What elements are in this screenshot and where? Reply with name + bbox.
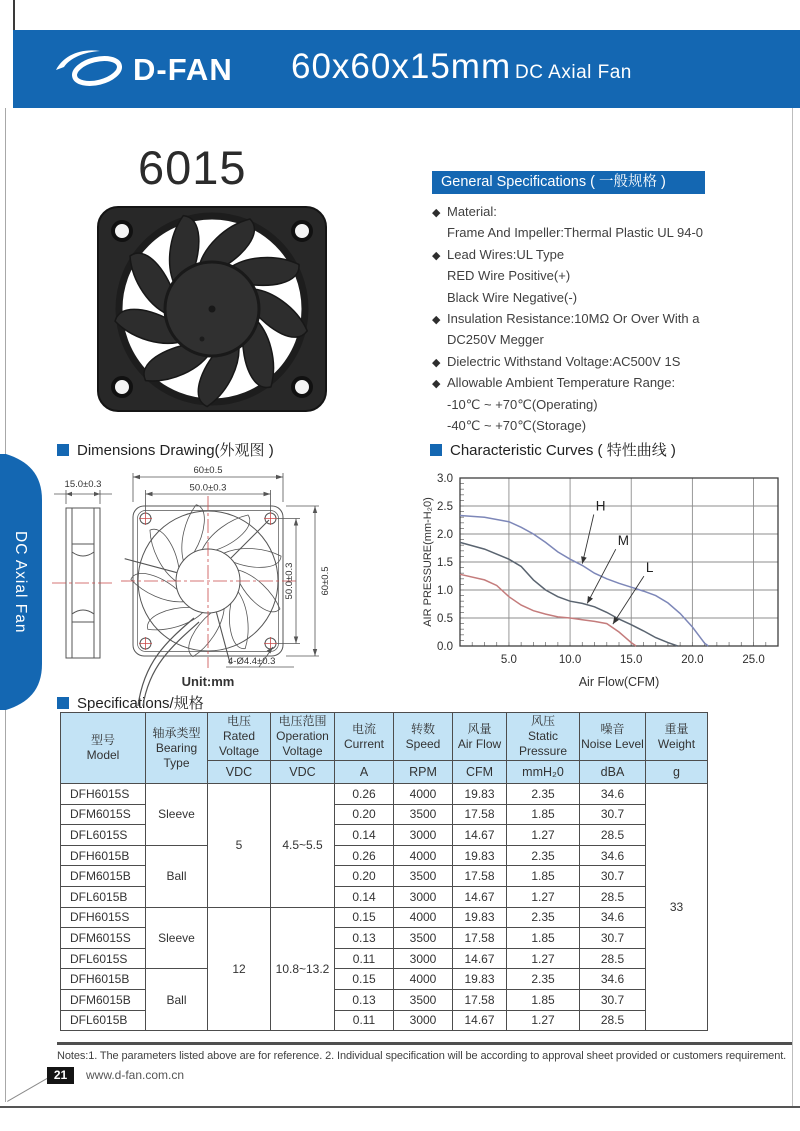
spec-line: ◆ Insulation Resistance:10MΩ Or Over With a <box>432 309 772 330</box>
unit-weight: g <box>646 761 708 784</box>
footer-leader-line <box>7 1078 48 1102</box>
unit-speed: RPM <box>394 761 453 784</box>
spec-line: DC250V Megger <box>447 332 544 348</box>
table-row: DFH6015B Ball 0.15 4000 19.83 2.35 34.6 <box>61 969 708 990</box>
table-row: DFL6015S 0.14 3000 14.67 1.27 28.5 <box>61 825 708 846</box>
col-weight: 重量 Weight <box>646 713 708 761</box>
table-row: DFH6015S Sleeve 5 4.5~5.5 0.26 4000 19.83 2.35 34.6 33 <box>61 784 708 805</box>
table-row: DFM6015B 0.20 3500 17.58 1.85 30.7 <box>61 866 708 887</box>
diamond-bullet-icon: ◆ <box>432 356 441 369</box>
table-row: DFL6015B 0.14 3000 14.67 1.27 28.5 <box>61 886 708 907</box>
col-bearing: 轴承类型 Bearing Type <box>146 713 208 784</box>
general-specs-list <box>432 202 772 437</box>
col-airflow: 风量 Air Flow <box>453 713 507 761</box>
curve-label-H: H <box>595 498 606 514</box>
page-title: 60x60x15mm <box>291 47 512 86</box>
svg-text:5.0: 5.0 <box>500 654 517 666</box>
notes: Notes:1. The parameters listed above are for reference. 2. Individual specification will be according to approval sheet provided or customers requirement. <box>57 1050 787 1062</box>
header-bar <box>13 30 800 108</box>
spec-line: Black Wire Negative(-) <box>447 289 578 305</box>
drawing-blades <box>125 504 283 665</box>
svg-text:15.0: 15.0 <box>620 654 643 666</box>
brand-swoosh-icon <box>53 46 129 92</box>
unit-noise: dBA <box>580 761 646 784</box>
spec-line: ◆ Dielectric Withstand Voltage:AC500V 1S <box>432 352 772 373</box>
unit-pressure: mmH₂0 <box>507 761 580 784</box>
unit-operation-voltage: VDC <box>271 761 335 784</box>
spec-table-section-title: Specifications/规格 <box>57 692 204 713</box>
unit-current: A <box>335 761 394 784</box>
svg-text:0.5: 0.5 <box>437 613 453 625</box>
curves-section-title: Characteristic Curves ( 特性曲线 ) <box>430 439 676 460</box>
col-speed: 转数 Speed <box>394 713 453 761</box>
curve-label-M: M <box>617 533 630 549</box>
dim-thickness: 15.0±0.3 <box>64 479 102 490</box>
blue-square-icon <box>57 444 69 456</box>
unit-rated-voltage: VDC <box>208 761 271 784</box>
brand-name: D-FAN <box>133 52 233 87</box>
col-rated-voltage: 电压 Rated Voltage <box>208 713 271 761</box>
svg-text:1.0: 1.0 <box>437 585 453 597</box>
table-row: DFH6015S Sleeve 12 10.8~13.2 0.15 4000 19.83 2.35 34.6 <box>61 907 708 928</box>
svg-text:2.5: 2.5 <box>437 501 453 513</box>
side-tab-label: DC Axial Fan <box>12 530 29 634</box>
table-row: DFM6015S 0.20 3500 17.58 1.85 30.7 <box>61 804 708 825</box>
model-number: 6015 <box>138 141 247 194</box>
col-pressure: 风压 Static Pressure <box>507 713 580 761</box>
spec-line: Frame And Impeller:Thermal Plastic UL 94-0 <box>447 225 704 241</box>
bottom-border <box>0 1106 800 1108</box>
spec-line: ◆ Lead Wires:UL Type <box>432 245 772 266</box>
curve-L <box>460 574 636 646</box>
spec-table <box>60 712 708 1031</box>
svg-text:10.0: 10.0 <box>558 654 582 666</box>
spec-line: ◆ Material: <box>432 202 772 223</box>
spec-line: -40℃ ~ +70℃(Storage) <box>447 418 587 434</box>
chart-ylabel: AIR PRESSURE(mm-H₂0) <box>422 497 434 627</box>
diamond-bullet-icon: ◆ <box>432 249 441 262</box>
col-model: 型号 Model <box>61 713 146 784</box>
unit-airflow: CFM <box>453 761 507 784</box>
svg-text:25.0: 25.0 <box>742 654 765 666</box>
spec-line: RED Wire Positive(+) <box>447 268 571 284</box>
lead-wires <box>138 618 199 706</box>
general-specs-header: General Specifications ( 一般规格 ) <box>432 171 705 194</box>
fan-photo <box>92 203 336 415</box>
curve-H <box>460 516 708 647</box>
col-current: 电流 Current <box>335 713 394 761</box>
table-row: DFH6015B Ball 0.26 4000 19.83 2.35 34.6 <box>61 845 708 866</box>
spec-line: ◆ Allowable Ambient Temperature Range: <box>432 373 772 394</box>
diamond-bullet-icon: ◆ <box>432 207 441 219</box>
dim-hole-callout: 4-Ø4.4±0.3 <box>228 656 276 667</box>
unit-label: Unit:mm <box>181 674 235 689</box>
characteristic-curves-chart <box>420 450 795 700</box>
svg-text:0.0: 0.0 <box>437 641 453 653</box>
notes-divider <box>57 1042 792 1045</box>
diamond-bullet-icon: ◆ <box>432 314 441 327</box>
dim-outer-width: 60±0.5 <box>193 465 223 476</box>
table-row: DFM6015B 0.13 3500 17.58 1.85 30.7 <box>61 989 708 1010</box>
table-row: DFM6015S 0.13 3500 17.58 1.85 30.7 <box>61 928 708 949</box>
svg-text:1.5: 1.5 <box>437 557 453 569</box>
page-subtitle: DC Axial Fan <box>515 62 632 83</box>
page-number: 21 <box>47 1067 74 1084</box>
page-edge-tick <box>13 0 15 30</box>
dimensions-section-title: Dimensions Drawing(外观图 ) <box>57 439 274 460</box>
svg-text:2.0: 2.0 <box>437 529 453 541</box>
dimensions-drawing <box>48 456 420 714</box>
chart-xlabel: Air Flow(CFM) <box>578 675 660 689</box>
table-row: DFL6015S 0.11 3000 14.67 1.27 28.5 <box>61 948 708 969</box>
table-row: DFL6015B 0.11 3000 14.67 1.27 28.5 <box>61 1010 708 1031</box>
svg-text:3.0: 3.0 <box>437 473 453 485</box>
website-url: www.d-fan.com.cn <box>86 1068 185 1082</box>
dim-outer-height: 60±0.5 <box>320 566 331 596</box>
dim-hole-pitch-v: 50.0±0.3 <box>284 562 295 600</box>
col-noise: 噪音 Noise Level <box>580 713 646 761</box>
curve-label-L: L <box>645 560 654 576</box>
dim-hole-pitch-h: 50.0±0.3 <box>189 482 227 494</box>
spec-line: -10℃ ~ +70℃(Operating) <box>447 396 598 412</box>
diamond-bullet-icon: ◆ <box>432 378 441 391</box>
col-operation-voltage: 电压范围 Operation Voltage <box>271 713 335 761</box>
svg-text:20.0: 20.0 <box>681 654 704 666</box>
